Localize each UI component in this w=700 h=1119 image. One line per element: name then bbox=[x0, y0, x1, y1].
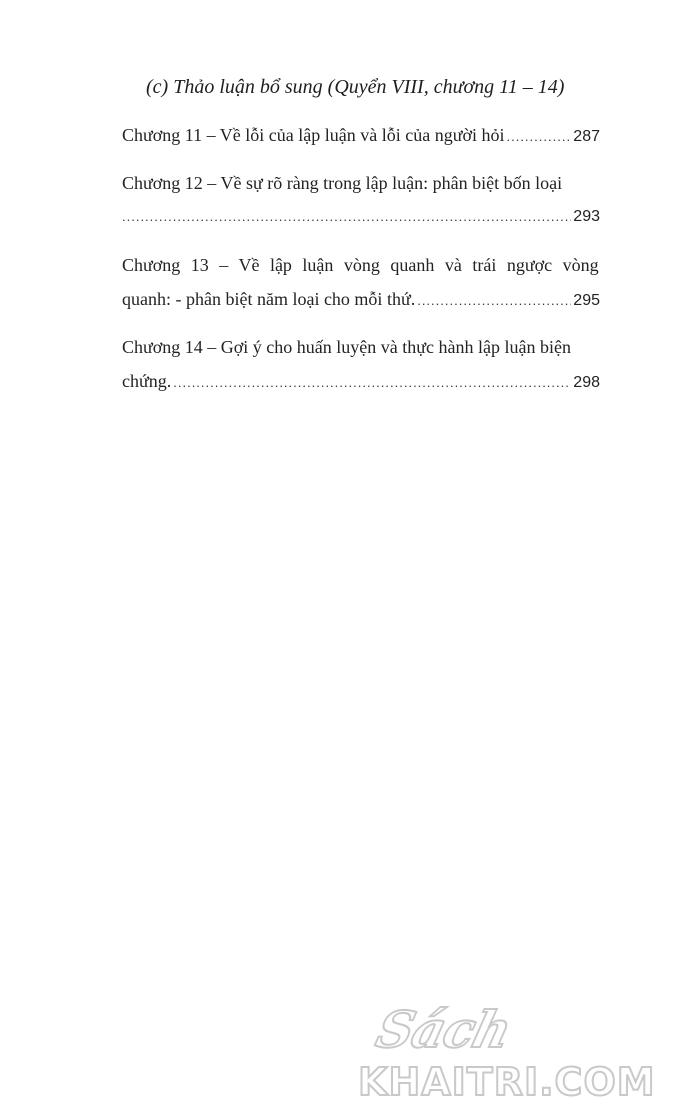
dot-leader bbox=[173, 366, 571, 400]
toc-line bbox=[122, 282, 600, 316]
toc-entry-title: Chương 12 – Về sự rõ ràng trong lập luận: phân biệt bốn loại bbox=[122, 173, 563, 193]
toc-line bbox=[122, 166, 600, 200]
table-of-contents bbox=[122, 118, 600, 412]
toc-entry-chapter-12[interactable] bbox=[122, 166, 600, 234]
toc-line bbox=[122, 248, 600, 282]
toc-entry-title: Chương 13 – Về lập luận vòng quanh và trái ngược vòng bbox=[122, 255, 599, 275]
watermark-logo bbox=[358, 1000, 698, 1110]
toc-line bbox=[122, 118, 600, 152]
dot-leader bbox=[506, 120, 571, 154]
section-heading: (c) Thảo luận bổ sung (Quyển VIII, chương 11 – 14) bbox=[146, 76, 565, 98]
toc-entry-title-continued: quanh: - phân biệt năm loại cho mỗi thứ. bbox=[122, 289, 416, 309]
toc-entry-title: Chương 14 – Gợi ý cho huấn luyện và thực hành lập luận biện bbox=[122, 337, 571, 357]
toc-page-number: 287 bbox=[573, 128, 600, 145]
toc-entry-title: Chương 11 – Về lỗi của lập luận và lỗi của người hỏi bbox=[122, 125, 505, 145]
toc-line bbox=[122, 200, 600, 234]
toc-line bbox=[122, 330, 600, 364]
dot-leader bbox=[417, 284, 571, 318]
watermark-script-text: Sách bbox=[370, 1000, 517, 1059]
toc-entry-chapter-13[interactable] bbox=[122, 248, 600, 316]
toc-entry-chapter-11[interactable] bbox=[122, 118, 600, 152]
toc-page-number: 293 bbox=[573, 208, 600, 225]
toc-line bbox=[122, 364, 600, 398]
toc-page-number: 295 bbox=[573, 292, 600, 309]
toc-entry-title-continued: chứng. bbox=[122, 371, 172, 391]
dot-leader bbox=[122, 200, 571, 234]
toc-page-number: 298 bbox=[573, 374, 600, 391]
watermark-block-text: KHAITRI.COM bbox=[358, 1060, 656, 1104]
toc-entry-chapter-14[interactable] bbox=[122, 330, 600, 398]
